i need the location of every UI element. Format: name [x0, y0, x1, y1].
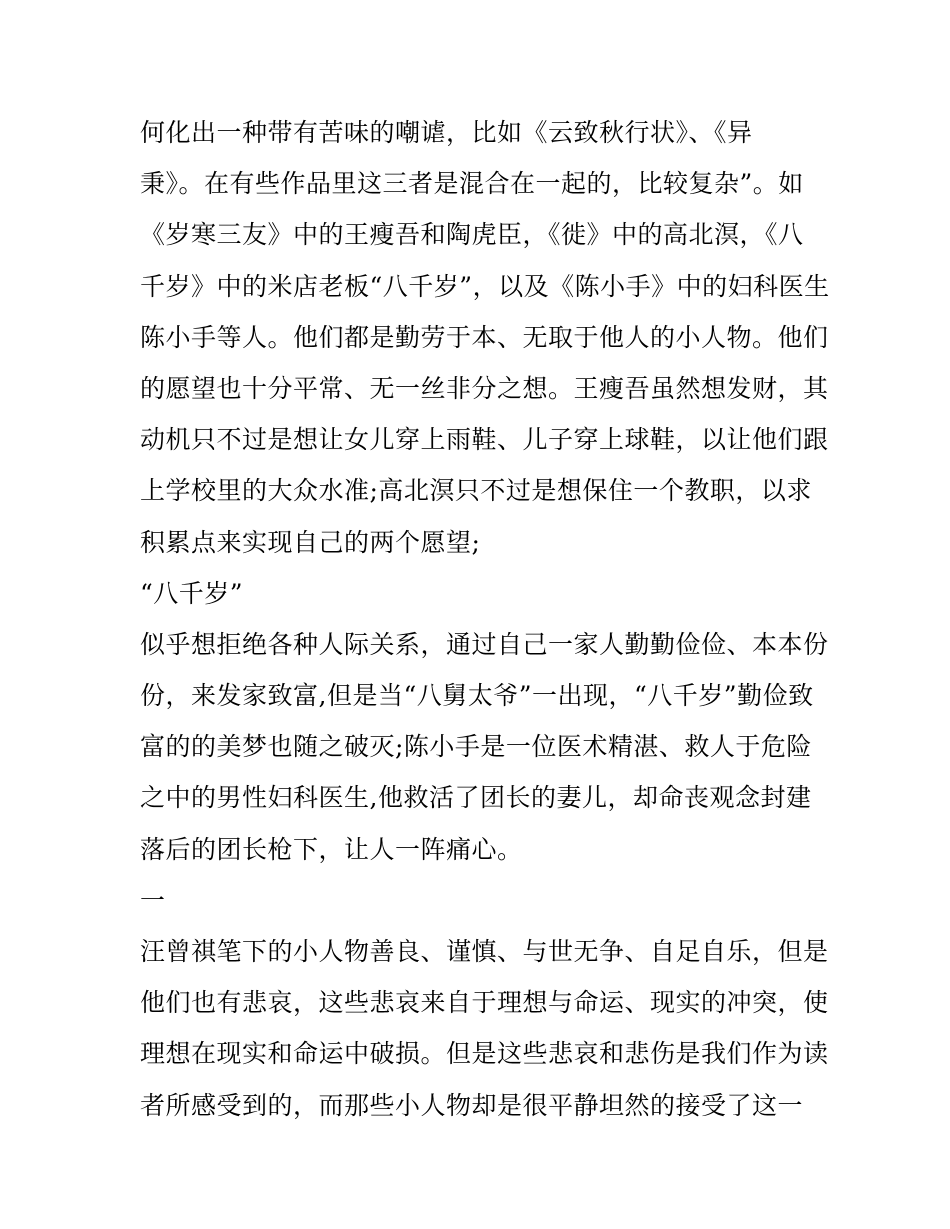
text-line: 《岁寒三友》中的王瘦吾和陶虎臣，《徙》中的高北溟，《八 [140, 220, 804, 250]
text-line: 积累点来实现自己的两个愿望; [140, 527, 481, 557]
text-line: “八千岁” [140, 578, 244, 608]
text-line: 陈小手等人。他们都是勤劳于本、无取于他人的小人物。他们 [140, 322, 829, 352]
text-line: 千岁》中的米店老板“八千岁”，以及《陈小手》中的妇科医生 [140, 271, 830, 301]
text-line: 份，来发家致富,但是当“八舅太爷”一出现，“八千岁”勤俭致 [140, 681, 814, 711]
text-line: 落后的团长枪下，让人一阵痛心。 [140, 834, 523, 864]
body-text [140, 107, 830, 1131]
text-line: 上学校里的大众水准;高北溟只不过是想保住一个教职，以求 [140, 476, 812, 506]
text-line: 汪曾祺笔下的小人物善良、谨慎、与世无争、自足自乐，但是 [140, 937, 829, 966]
text-line: 似乎想拒绝各种人际关系，通过自己一家人勤勤俭俭、本本份 [140, 629, 829, 659]
text-line: 富的的美梦也随之破灭;陈小手是一位医术精湛、救人于危险 [140, 732, 812, 762]
text-line: 理想在现实和命运中破损。但是这些悲哀和悲伤是我们作为读 [140, 1039, 829, 1069]
text-line: 动机只不过是想让女儿穿上雨鞋、儿子穿上球鞋，以让他们跟 [140, 425, 829, 455]
text-line: 秉》。在有些作品里这三者是混合在一起的，比较复杂”。如 [140, 169, 804, 199]
text-line: 之中的男性妇科医生,他救活了团长的妻儿，却命丧观念封建 [140, 783, 812, 813]
text-line: 一 [140, 885, 166, 915]
text-line: 的愿望也十分平常、无一丝非分之想。王瘦吾虽然想发财，其 [140, 373, 829, 403]
text-line: 他们也有悲哀，这些悲哀来自于理想与命运、现实的冲突，使 [140, 988, 829, 1018]
text-line: 者所感受到的，而那些小人物却是很平静坦然的接受了这一 [140, 1090, 804, 1120]
text-line: 何化出一种带有苦味的嘲谑，比如《云致秋行状》、《异 [140, 118, 753, 147]
